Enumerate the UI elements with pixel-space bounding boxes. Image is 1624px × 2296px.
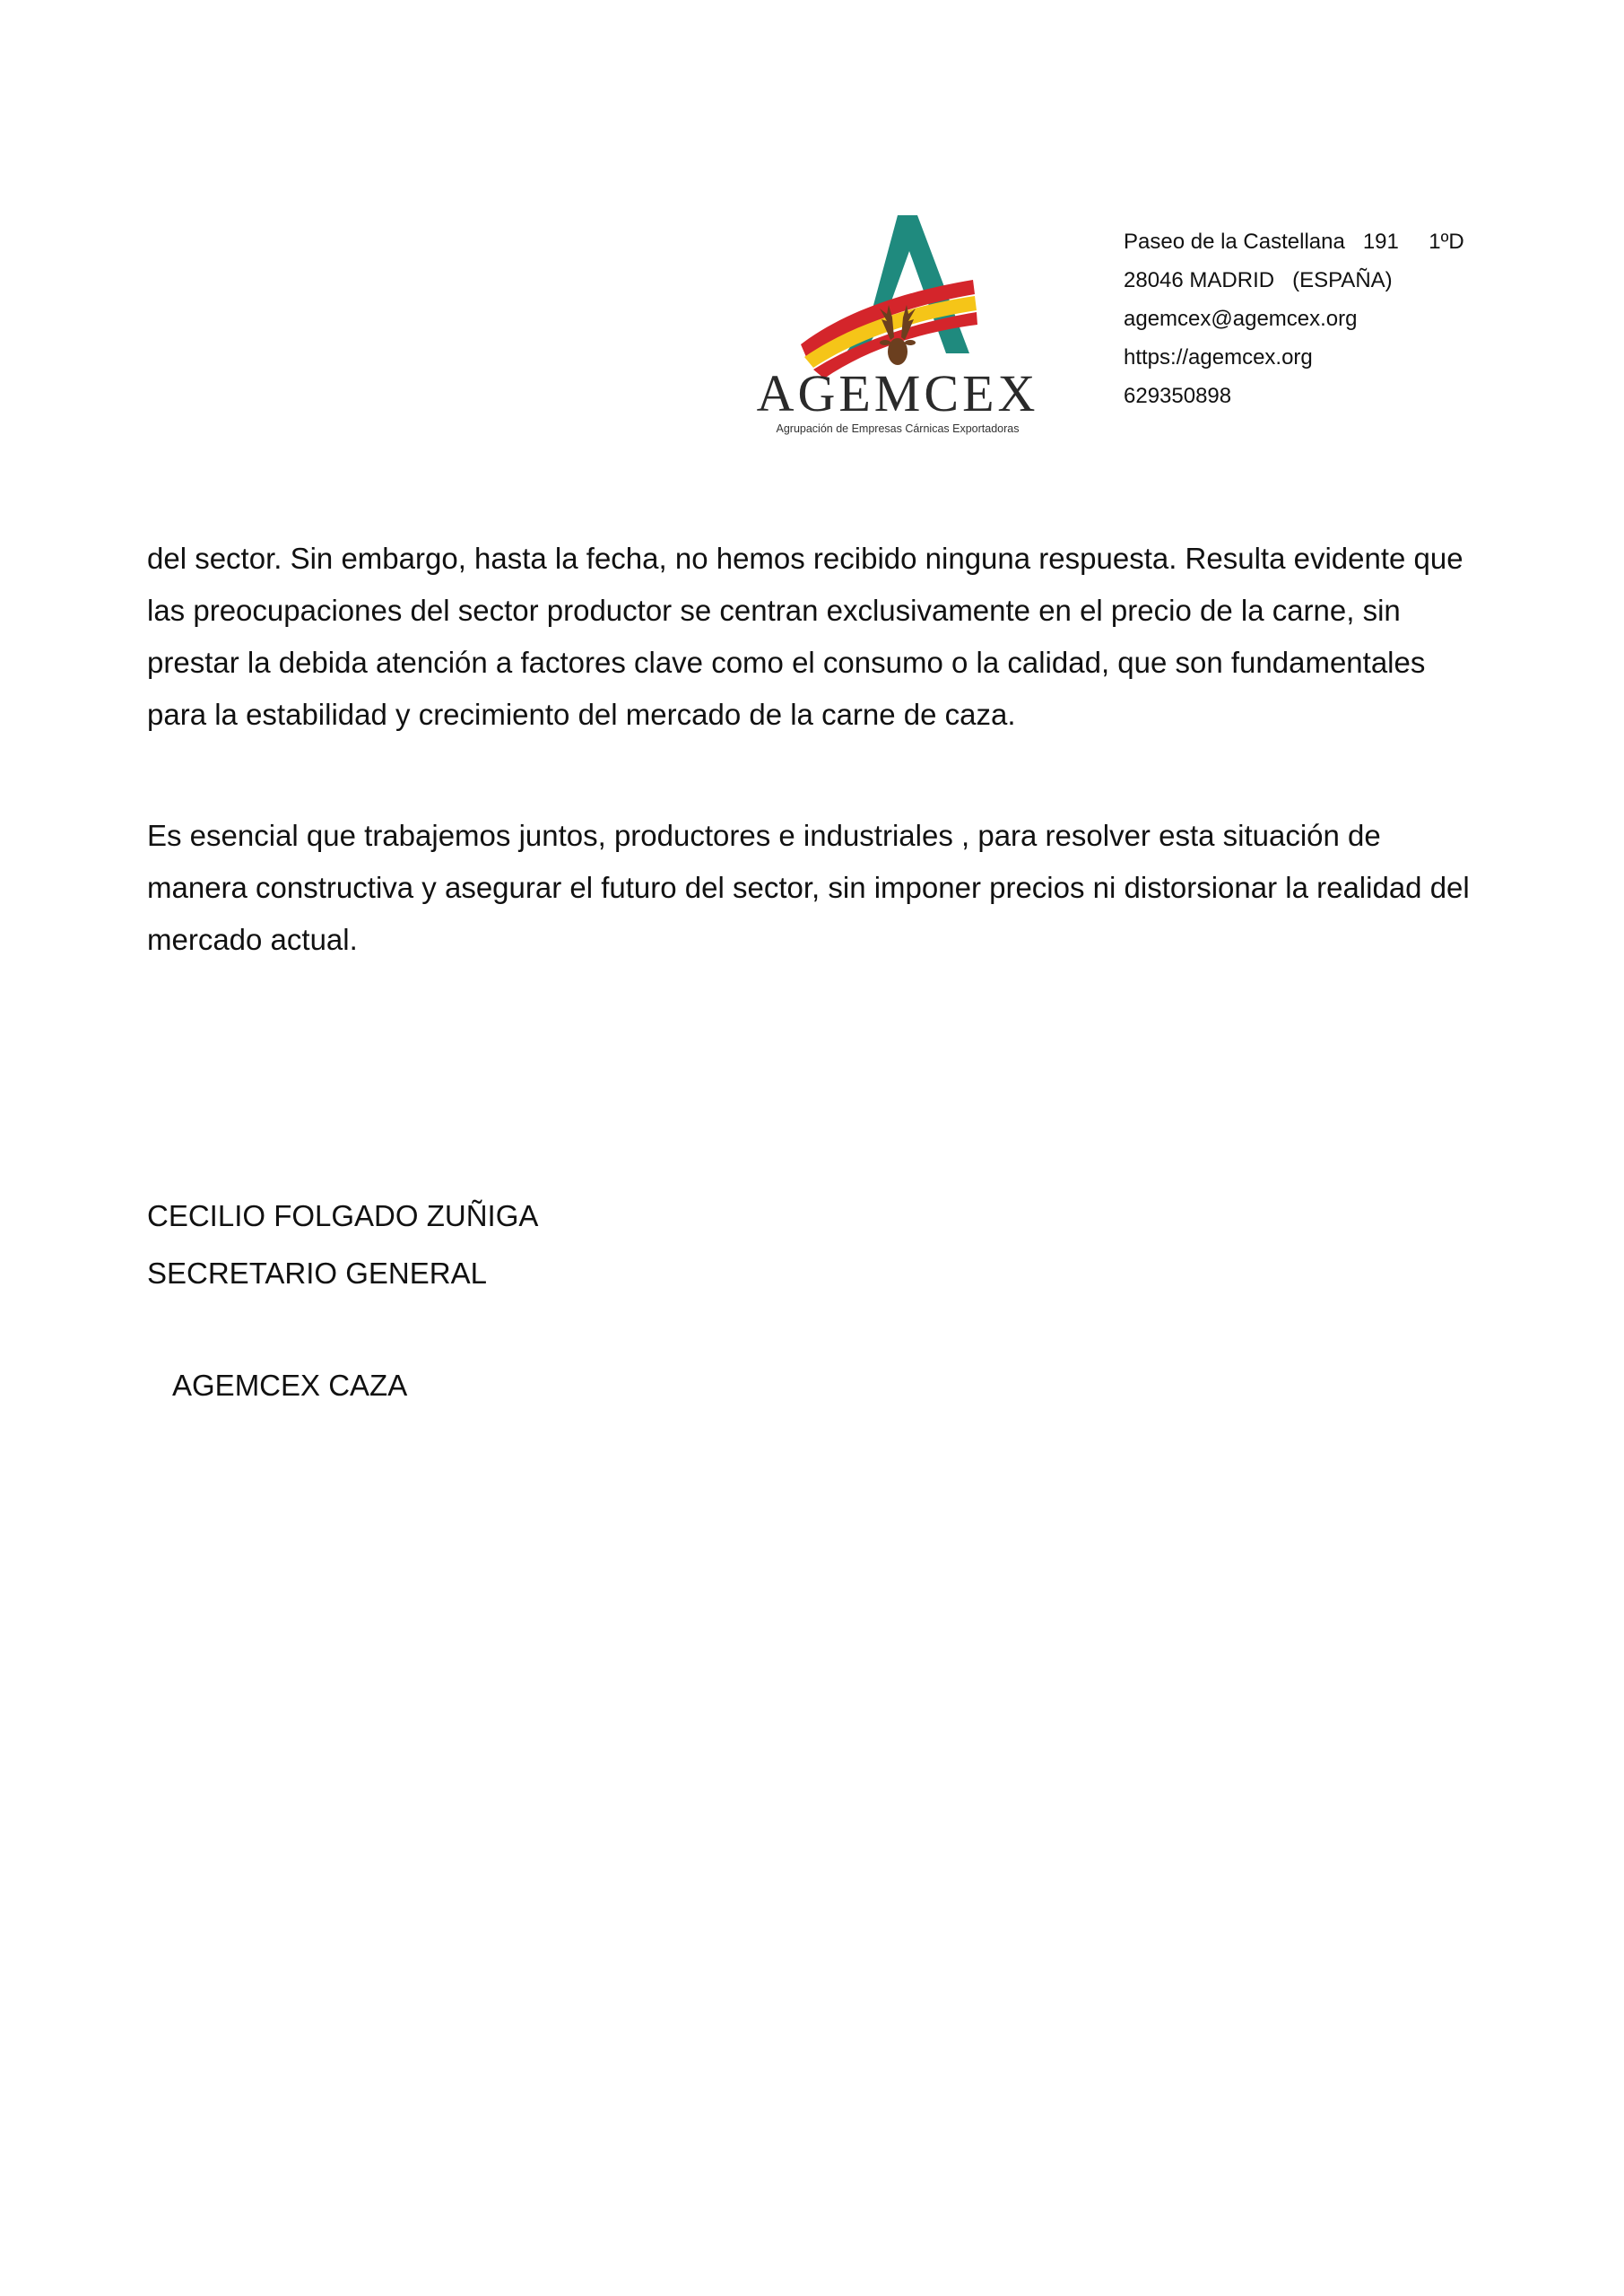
agemcex-logo-graphic <box>738 212 1058 438</box>
address-street: Paseo de la Castellana 191 1ºD <box>1124 230 1464 254</box>
signature-block <box>147 1187 538 1302</box>
address-website: https://agemcex.org <box>1124 345 1313 370</box>
address-city: 28046 MADRID (ESPAÑA) <box>1124 268 1393 292</box>
logo-tagline: Agrupación de Empresas Cárnicas Exportadoras <box>776 422 1020 435</box>
body-paragraph-1: del sector. Sin embargo, hasta la fecha, no hemos recibido ninguna respuesta. Resulta evidente que las preocupaciones del sector productor se centran exclusivamente en el precio de la carne, sin prestar la debida atención a factores clave como el consumo o la calidad, que son fundamentales para la estabilidad y crecimiento del mercado de la carne de caza. <box>147 542 1463 731</box>
signatory-organization: AGEMCEX CAZA <box>172 1369 408 1402</box>
signatory-title: SECRETARIO GENERAL <box>147 1257 487 1290</box>
address-email: agemcex@agemcex.org <box>1124 307 1358 331</box>
agemcex-logo <box>738 212 1058 438</box>
address-block <box>1124 222 1500 415</box>
signatory-name: CECILIO FOLGADO ZUÑIGA <box>147 1199 539 1232</box>
logo-wordmark: AGEMCEX <box>756 364 1039 422</box>
address-phone: 629350898 <box>1124 384 1232 408</box>
body-paragraph-2: Es esencial que trabajemos juntos, productores e industriales , para resolver esta situación de manera constructiva y asegurar el futuro del sector, sin imponer precios ni distorsionar la realidad del mercado actual. <box>147 819 1470 956</box>
